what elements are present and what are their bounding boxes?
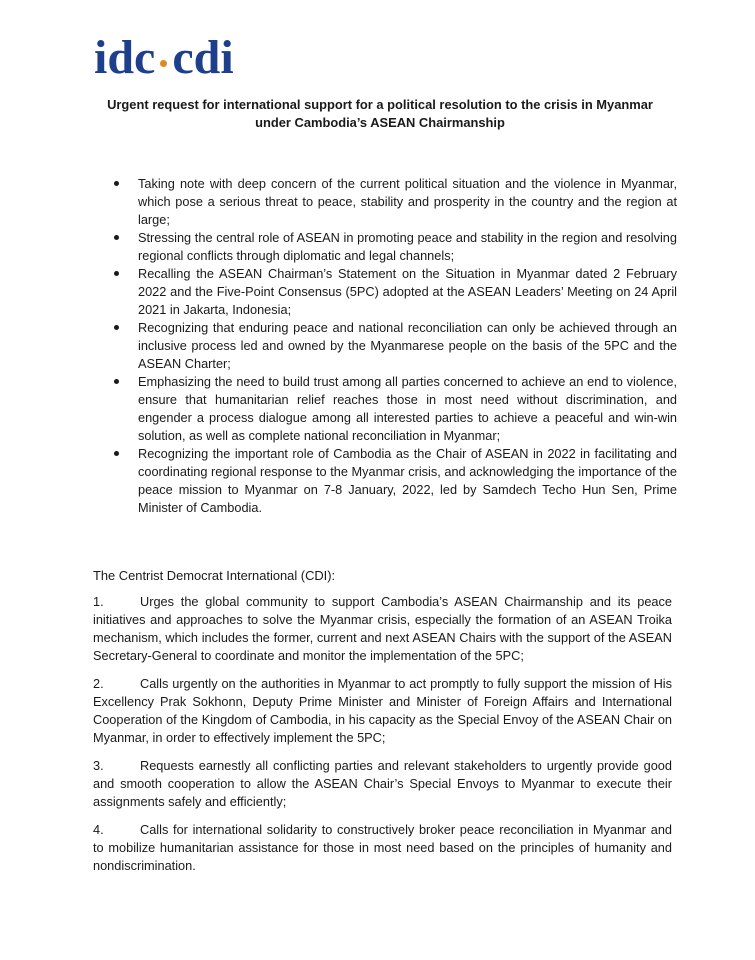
title-line-2: under Cambodia’s ASEAN Chairmanship <box>255 115 505 130</box>
item-number: 1. <box>93 594 104 609</box>
item-number: 3. <box>93 758 104 773</box>
bullet-text: Recalling the ASEAN Chairman’s Statement on the Situation in Myanmar dated 2 February 2022 and the Five-Point Consensus (5PC) adopted at the ASEAN Leaders’ Meeting on 24 April 2021 in Jakarta, Indonesia; <box>138 266 677 317</box>
idc-cdi-logo <box>94 31 234 84</box>
bullet-text: Taking note with deep concern of the current political situation and the violence in Myanmar, which pose a serious threat to peace, stability and prosperity in the country and the region at large; <box>138 176 677 227</box>
item-text: Calls for international solidarity to constructively broker peace reconciliation in Myanmar and to mobilize humanitarian assistance for those in most need based on the principles of humanity and nondiscrimination. <box>93 822 672 873</box>
bullet-text: Emphasizing the need to build trust among all parties concerned to achieve an end to violence, ensure that humanitarian relief reaches those in most need without discrimination, and engender a process dialogue among all interested parties to achieve a peaceful and win-win solution, as well as complete national reconciliation in Myanmar; <box>138 374 677 443</box>
item-text: Requests earnestly all conflicting parties and relevant stakeholders to urgently provide good and smooth cooperation to allow the ASEAN Chair’s Special Envoys to Myanmar to execute their assignments safely and efficiently; <box>93 758 672 809</box>
preamble-bullet-list <box>95 175 677 517</box>
bullet-item <box>95 265 677 319</box>
bullet-dot-icon <box>114 181 119 186</box>
bullet-text: Stressing the central role of ASEAN in promoting peace and stability in the region and resolving regional conflicts through diplomatic and legal channels; <box>138 230 677 263</box>
resolution-item-4 <box>93 821 672 875</box>
item-number: 2. <box>93 676 104 691</box>
item-number: 4. <box>93 822 104 837</box>
bullet-item <box>95 319 677 373</box>
bullet-text: Recognizing the important role of Cambodia as the Chair of ASEAN in 2022 in facilitating and coordinating regional response to the Myanmar crisis, and acknowledging the importance of the peace mission to Myanmar on 7-8 January, 2022, led by Samdech Techo Hun Sen, Prime Minister of Cambodia. <box>138 446 677 515</box>
numbered-resolutions <box>93 593 672 885</box>
bullet-dot-icon <box>114 379 119 384</box>
bullet-text: Recognizing that enduring peace and national reconciliation can only be achieved through an inclusive process led and owned by the Myanmarese people on the basis of the 5PC and the ASEAN Charter; <box>138 320 677 371</box>
document-title <box>60 96 700 132</box>
bullet-dot-icon <box>114 235 119 240</box>
bullet-item <box>95 373 677 445</box>
title-line-1: Urgent request for international support for a political resolution to the crisis in Myanmar <box>107 97 653 112</box>
bullet-dot-icon <box>114 325 119 330</box>
cdi-intro-heading: The Centrist Democrat International (CDI): <box>93 568 336 583</box>
item-text: Urges the global community to support Cambodia’s ASEAN Chairmanship and its peace initiatives and approaches to solve the Myanmar crisis, especially the formation of an ASEAN Troika mechanism, which includes the former, current and next ASEAN Chairs with the support of the ASEAN Secretary-General to coordinate and monitor the implementation of the 5PC; <box>93 594 672 663</box>
resolution-item-1 <box>93 593 672 665</box>
resolution-item-3 <box>93 757 672 811</box>
bullet-item <box>95 445 677 517</box>
bullet-dot-icon <box>114 451 119 456</box>
logo-dot-icon <box>160 60 167 67</box>
item-text: Calls urgently on the authorities in Myanmar to act promptly to fully support the mission of His Excellency Prak Sokhonn, Deputy Prime Minister and Minister of Foreign Affairs and International Cooperation of the Kingdom of Cambodia, in his capacity as the Special Envoy of the ASEAN Chair on Myanmar, in order to effectively implement the 5PC; <box>93 676 672 745</box>
bullet-item <box>95 229 677 265</box>
logo-idc-text: idc <box>94 31 156 84</box>
resolution-item-2 <box>93 675 672 747</box>
bullet-item <box>95 175 677 229</box>
bullet-dot-icon <box>114 271 119 276</box>
logo-cdi-text: cdi <box>172 31 234 84</box>
